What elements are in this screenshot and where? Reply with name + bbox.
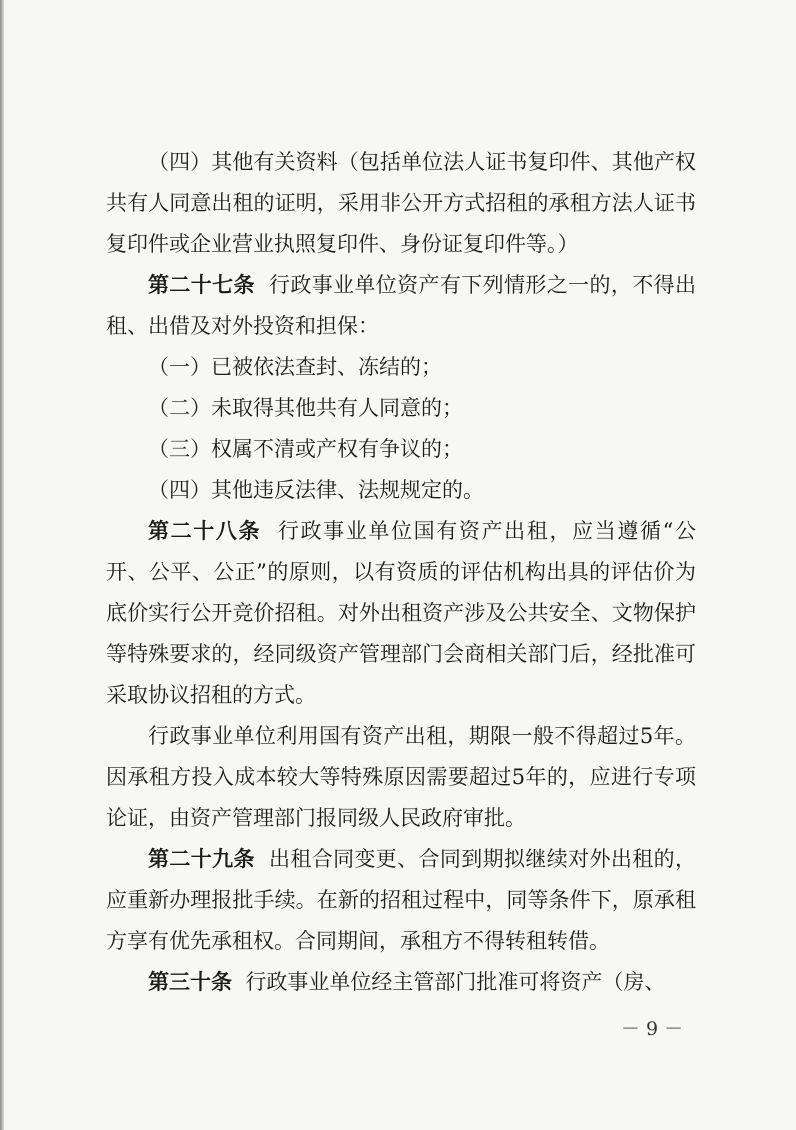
article-28 [106, 511, 696, 716]
paragraph-text: 行政事业单位国有资产出租，应当遵循“公开、公平、公正”的原则，以有资质的评估机构出具的评估价为底价实行公开竞价招租。对外出租资产涉及公共安全、文物保护等特殊要求的，经同级资产管理部门会商相关部门后，经批准可采取协议招租的方式。 [106, 519, 696, 707]
paragraph-text: （三）权属不清或产权有争议的； [148, 437, 463, 461]
list-item-1 [106, 347, 696, 388]
paragraph-text: （四）其他有关资料（包括单位法人证书复印件、其他产权共有人同意出租的证明，采用非公开方式招租的承租方法人证书复印件或企业营业执照复印件、身份证复印件等。） [106, 150, 696, 256]
article-heading: 第二十七条 [148, 273, 255, 297]
paragraph-text: （二）未取得其他共有人同意的； [148, 396, 463, 420]
article-29 [106, 839, 696, 962]
article-heading: 第二十九条 [148, 847, 255, 871]
paragraph-text: 出租合同变更、合同到期拟继续对外出租的，应重新办理报批手续。在新的招租过程中，同等条件下，原承租方享有优先承租权。合同期间，承租方不得转租转借。 [106, 847, 696, 953]
article-heading: 第三十条 [148, 970, 232, 994]
paragraph-text: 行政事业单位资产有下列情形之一的，不得出租、出借及对外投资和担保： [106, 273, 696, 338]
article-30 [106, 962, 696, 1003]
article-27 [106, 265, 696, 347]
list-item-4 [106, 470, 696, 511]
paragraph-text: （一）已被依法查封、冻结的； [148, 355, 442, 379]
page-number: － 9 － [620, 1018, 684, 1040]
paragraph-1 [106, 142, 696, 265]
article-heading: 第二十八条 [148, 519, 262, 543]
paragraph-text: 行政事业单位利用国有资产出租，期限一般不得超过5年。因承租方投入成本较大等特殊原因需要超过5年的，应进行专项论证，由资产管理部门报同级人民政府审批。 [106, 724, 696, 830]
scan-edge [0, 0, 4, 1130]
paragraph-text: （四）其他违反法律、法规规定的。 [148, 478, 484, 502]
list-item-2 [106, 388, 696, 429]
list-item-3 [106, 429, 696, 470]
document-body [106, 142, 696, 1003]
paragraph-text: 行政事业单位经主管部门批准可将资产（房、 [245, 970, 666, 994]
article-28-paragraph-2 [106, 716, 696, 839]
